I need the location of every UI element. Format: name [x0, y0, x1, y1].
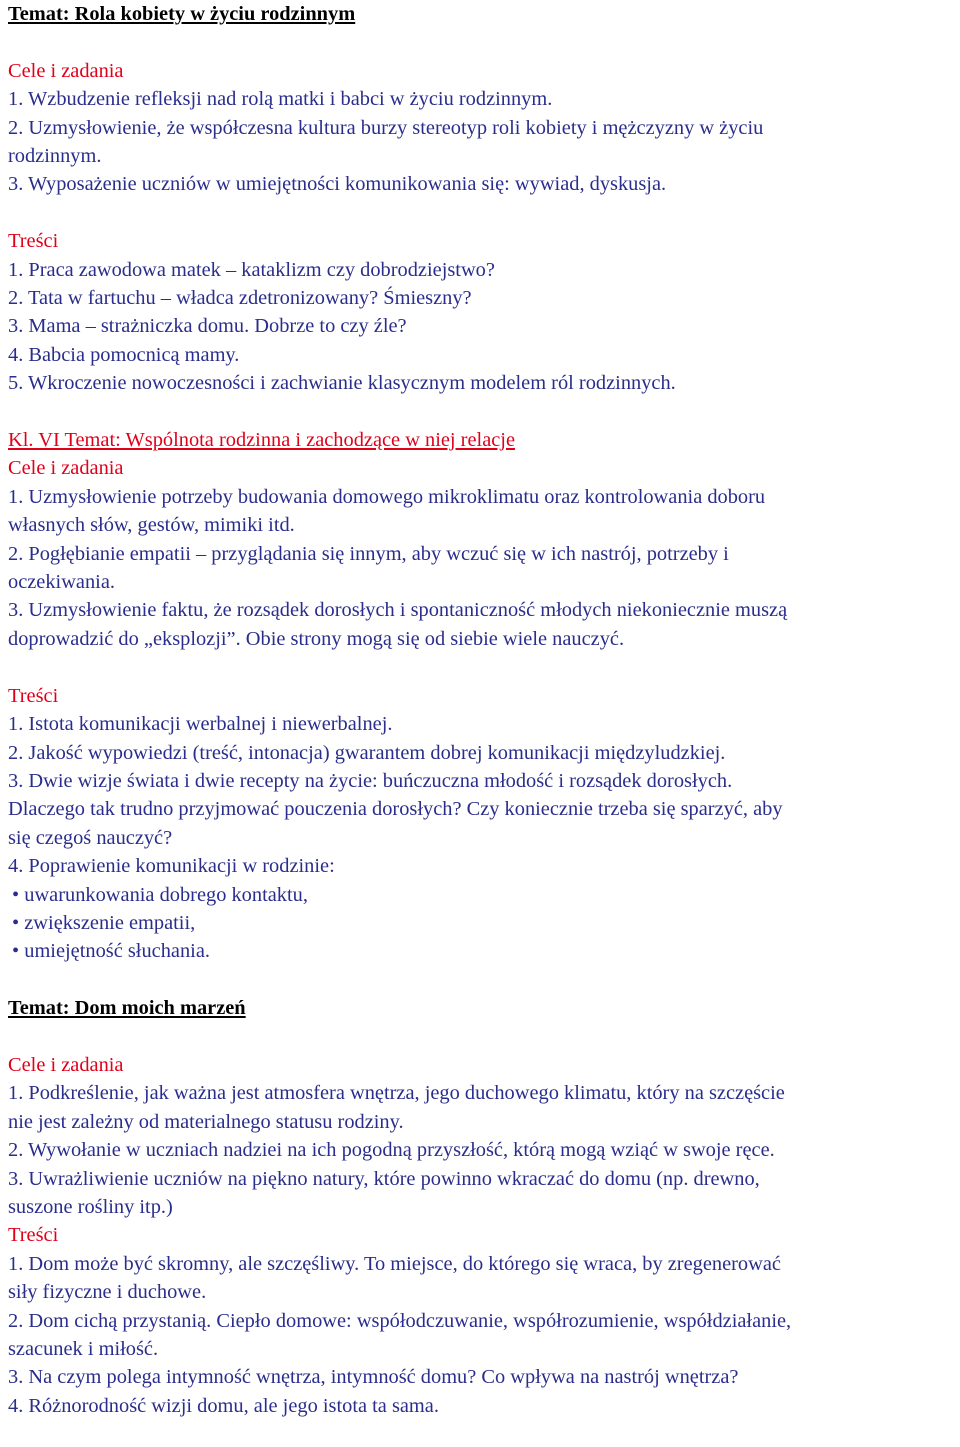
goal-line: własnych słów, gestów, mimiki itd.	[8, 514, 295, 537]
goal-line: rodzinnym.	[8, 145, 102, 168]
goal-line: nie jest zależny od materialnego statusu rodziny.	[8, 1110, 404, 1133]
goals-heading: Cele i zadania	[8, 59, 124, 82]
goal-line: suszone rośliny itp.)	[8, 1195, 173, 1218]
bullet-item	[8, 937, 954, 965]
bullet-text: zwiększenie empatii,	[24, 911, 196, 934]
goal-line: 3. Uzmysłowienie faktu, że rozsądek dorosłych i spontaniczność młodych niekoniecznie muszą	[8, 599, 788, 622]
goals-heading: Cele i zadania	[8, 1053, 124, 1076]
content-line: 4. Poprawienie komunikacji w rodzinie:	[8, 855, 335, 878]
goal-line: oczekiwania.	[8, 571, 115, 594]
content-line: się czegoś nauczyć?	[8, 826, 173, 849]
section-dom-marzen	[8, 994, 954, 1420]
contents-heading: Treści	[8, 684, 59, 707]
section-title: Kl. VI Temat: Wspólnota rodzinna i zachodzące w niej relacje	[8, 429, 516, 452]
section-title: Temat: Rola kobiety w życiu rodzinnym	[8, 3, 356, 25]
section-title: Temat: Dom moich marzeń	[8, 997, 246, 1020]
contents-heading: Treści	[8, 230, 59, 253]
goal-line: 1. Wzbudzenie refleksji nad rolą matki i babci w życiu rodzinnym.	[8, 88, 553, 111]
goal-line: 3. Uwrażliwienie uczniów na piękno natury, które powinno wkraczać do domu (np. drewno,	[8, 1167, 760, 1190]
section-rola-kobiety	[8, 0, 954, 398]
content-line: Dlaczego tak trudno przyjmować pouczenia dorosłych? Czy koniecznie trzeba się sparzyć, aby	[8, 798, 783, 821]
bullet-icon: •	[12, 883, 20, 906]
content-line: 4. Babcia pomocnicą mamy.	[8, 343, 240, 366]
goal-line: 2. Pogłębianie empatii – przyglądania się innym, aby wczuć się w ich nastrój, potrzeby i	[8, 542, 729, 565]
content-line: 1. Praca zawodowa matek – kataklizm czy dobrodziejstwo?	[8, 258, 495, 281]
section-wspolnota-rodzinna	[8, 426, 954, 966]
bullet-icon: •	[12, 911, 20, 934]
bullet-text: uwarunkowania dobrego kontaktu,	[24, 883, 308, 906]
contents-heading: Treści	[8, 1224, 59, 1247]
content-line: 1. Istota komunikacji werbalnej i niewerbalnej.	[8, 713, 393, 736]
goal-line: 1. Uzmysłowienie potrzeby budowania domowego mikroklimatu oraz kontrolowania doboru	[8, 485, 766, 508]
bullet-text: umiejętność słuchania.	[24, 940, 210, 963]
content-line: 2. Jakość wypowiedzi (treść, intonacja) gwarantem dobrej komunikacji międzyludzkiej.	[8, 741, 726, 764]
content-line: 3. Na czym polega intymność wnętrza, intymność domu? Co wpływa na nastrój wnętrza?	[8, 1366, 739, 1389]
bullet-icon: •	[12, 940, 20, 963]
content-line: 5. Wkroczenie nowoczesności i zachwianie klasycznym modelem ról rodzinnych.	[8, 372, 676, 395]
content-line: siły fizyczne i duchowe.	[8, 1281, 207, 1304]
goal-line: 2. Wywołanie w uczniach nadziei na ich pogodną przyszłość, którą mogą wziąć w swoje ręce.	[8, 1139, 775, 1162]
content-line: 3. Mama – strażniczka domu. Dobrze to czy źle?	[8, 315, 407, 338]
content-line: 3. Dwie wizje świata i dwie recepty na życie: buńczuczna młodość i rozsądek dorosłych.	[8, 769, 733, 792]
goals-heading: Cele i zadania	[8, 457, 124, 480]
goal-line: doprowadzić do „eksplozji”. Obie strony mogą się od siebie wiele nauczyć.	[8, 627, 625, 650]
content-line: 2. Tata w fartuchu – władca zdetronizowany? Śmieszny?	[8, 287, 472, 310]
content-line: szacunek i miłość.	[8, 1338, 159, 1360]
goal-line: 2. Uzmysłowienie, że współczesna kultura burzy stereotyp roli kobiety i mężczyzny w życiu	[8, 116, 764, 139]
bullet-item	[8, 881, 954, 909]
content-line: 4. Różnorodność wizji domu, ale jego istota ta sama.	[8, 1394, 439, 1417]
content-line: 1. Dom może być skromny, ale szczęśliwy. To miejsce, do którego się wraca, by zregenerować	[8, 1252, 781, 1275]
content-line: 2. Dom cichą przystanią. Ciepło domowe: współodczuwanie, współrozumienie, współdziałanie,	[8, 1309, 792, 1332]
bullet-item	[8, 909, 954, 937]
goal-line: 3. Wyposażenie uczniów w umiejętności komunikowania się: wywiad, dyskusja.	[8, 173, 667, 196]
goal-line: 1. Podkreślenie, jak ważna jest atmosfera wnętrza, jego duchowego klimatu, który na szczęście	[8, 1082, 785, 1105]
